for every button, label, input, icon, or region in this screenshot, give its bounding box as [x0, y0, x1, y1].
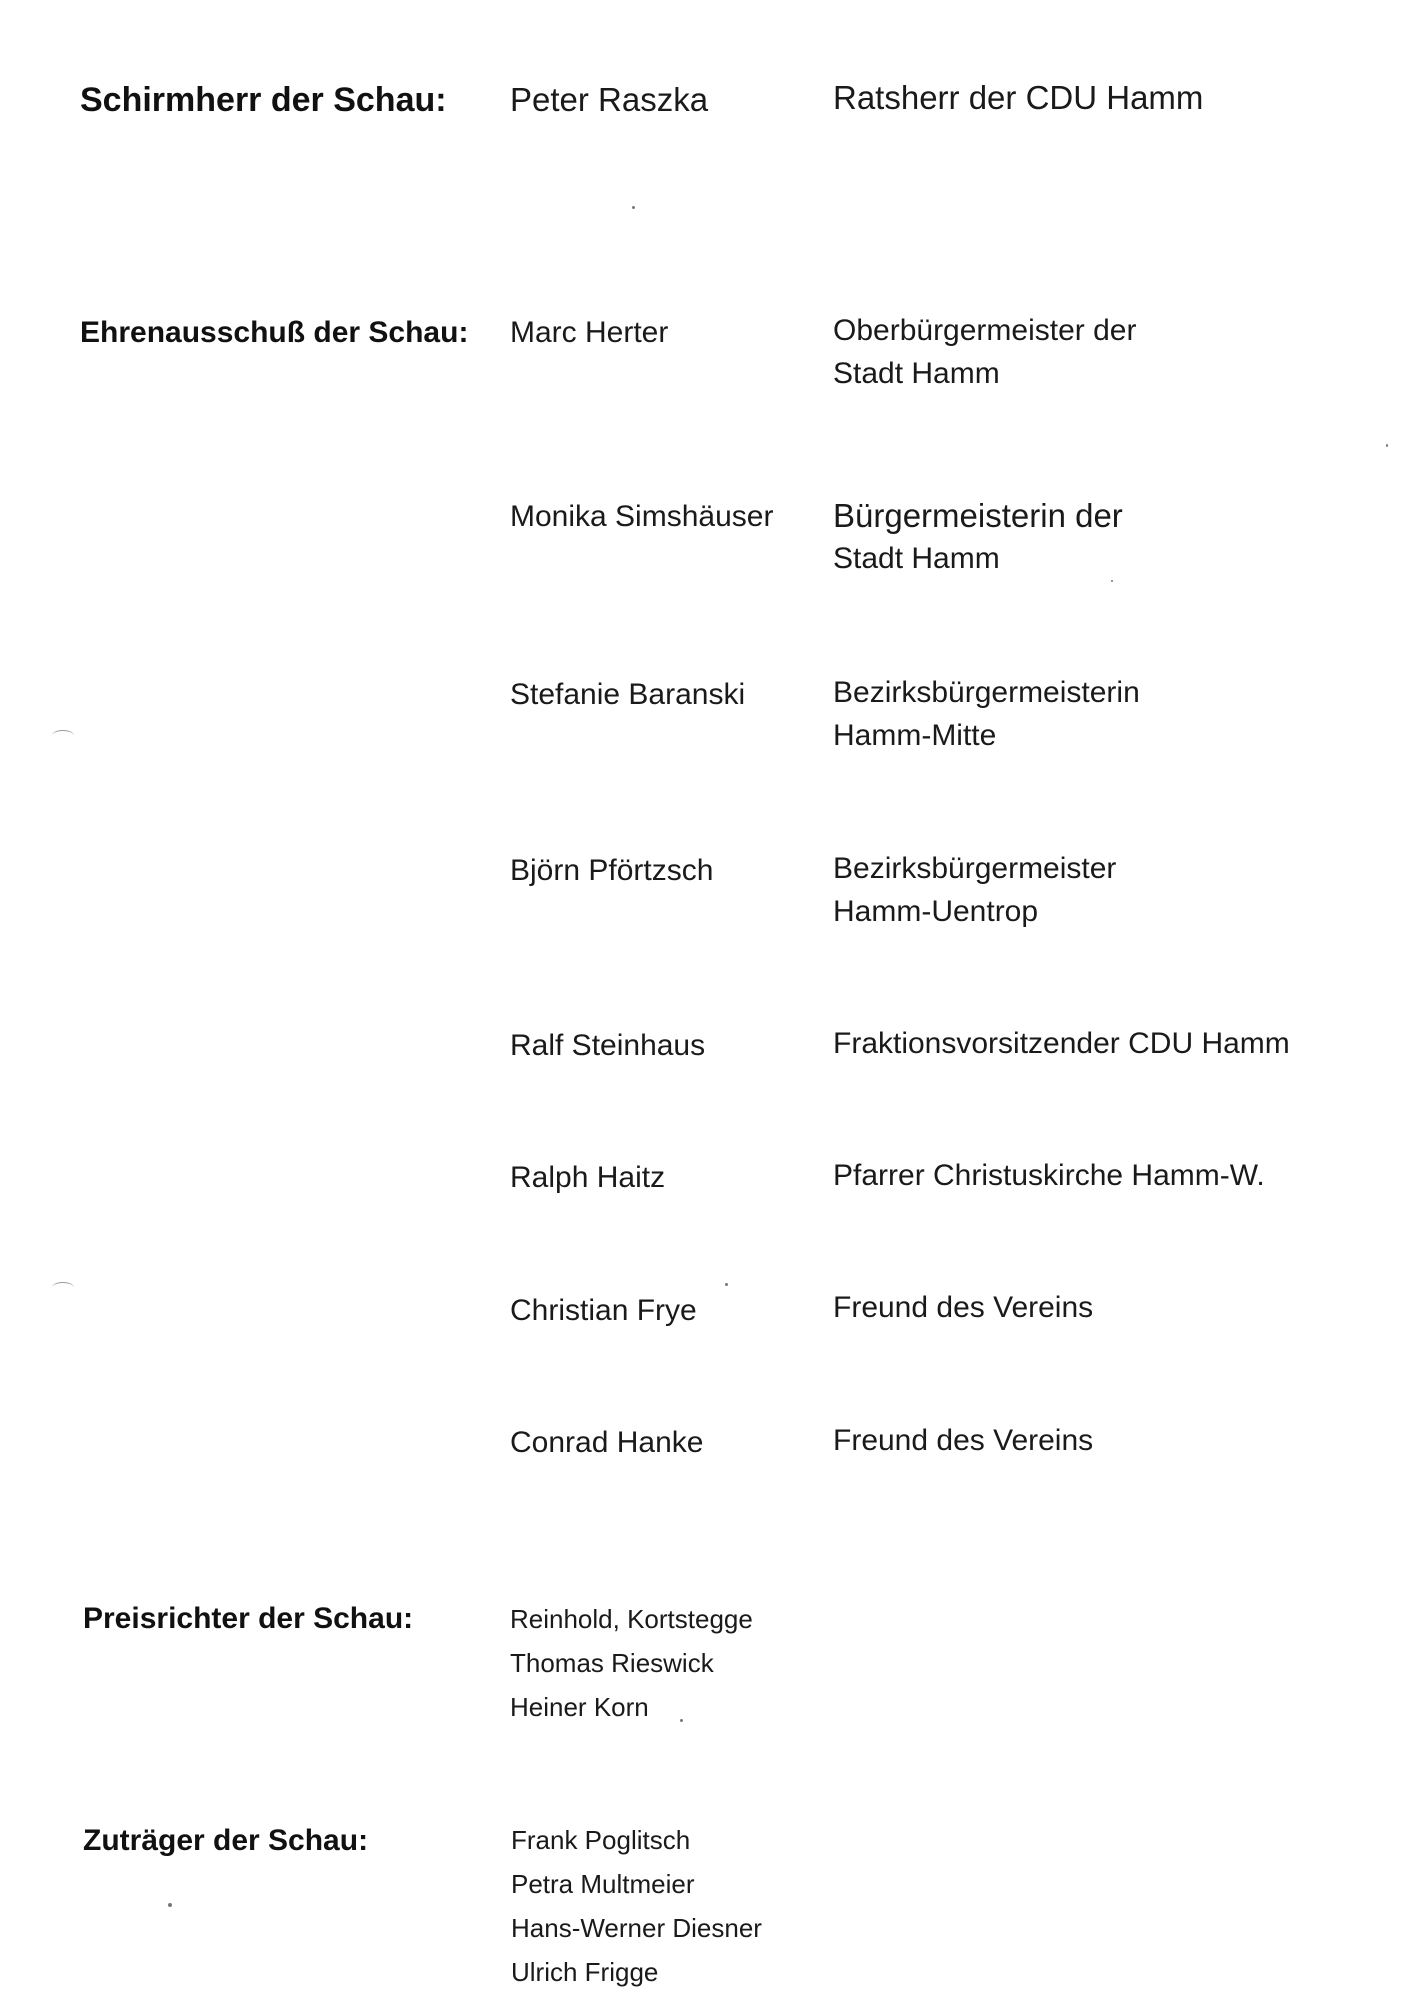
committee-member-name: Ralf Steinhaus [510, 1029, 706, 1062]
scan-mark [52, 1282, 74, 1293]
scan-speck [1111, 580, 1113, 582]
scan-speck [1386, 444, 1388, 447]
committee-member-role: Freund des Vereins [833, 1291, 1094, 1324]
judge-name: Reinhold, Kortstegge [510, 1604, 753, 1634]
patron-heading: Schirmherr der Schau: [80, 81, 447, 119]
committee-member-role: Bezirksbürgermeister Hamm-Uentrop [833, 852, 1117, 928]
committee-member-name: Stefanie Baranski [510, 678, 746, 711]
committee-member-name: Ralph Haitz [510, 1161, 666, 1194]
committee-member-name: Monika Simshäuser [510, 500, 774, 533]
judges-heading: Preisrichter der Schau: [83, 1602, 414, 1635]
committee-member-name: Christian Frye [510, 1294, 697, 1327]
patron-role: Ratsherr der CDU Hamm [833, 79, 1204, 116]
committee-member-role: Oberbürgermeister der Stadt Hamm [833, 314, 1137, 390]
judge-name: Thomas Rieswick [510, 1648, 714, 1678]
scan-speck [680, 1719, 683, 1722]
committee-member-name: Björn Pförtzsch [510, 854, 714, 887]
committee-member-name: Marc Herter [510, 316, 669, 349]
patron-name: Peter Raszka [510, 81, 709, 118]
helper-name: Frank Poglitsch [511, 1825, 691, 1855]
scan-mark [52, 730, 74, 741]
scan-speck [725, 1283, 728, 1286]
scan-speck [168, 1903, 172, 1907]
committee-heading: Ehrenausschuß der Schau: [80, 316, 469, 349]
committee-member-name: Conrad Hanke [510, 1426, 704, 1459]
helper-name: Ulrich Frigge [511, 1957, 659, 1987]
committee-member-role: Bürgermeisterin der Stadt Hamm [833, 497, 1123, 575]
helpers-list [511, 1818, 762, 1994]
committee-member-role: Freund des Vereins [833, 1424, 1094, 1457]
committee-member-role: Pfarrer Christuskirche Hamm-W. [833, 1159, 1265, 1192]
judge-name: Heiner Korn [510, 1692, 649, 1722]
committee-member-role: Fraktionsvorsitzender CDU Hamm [833, 1027, 1290, 1060]
helper-name: Petra Multmeier [511, 1869, 695, 1899]
helpers-heading: Zuträger der Schau: [83, 1824, 369, 1857]
helper-name: Hans-Werner Diesner [511, 1913, 762, 1943]
committee-member-role: Bezirksbürgermeisterin Hamm-Mitte [833, 676, 1140, 752]
scan-speck [632, 206, 635, 209]
judges-list [510, 1597, 753, 1729]
